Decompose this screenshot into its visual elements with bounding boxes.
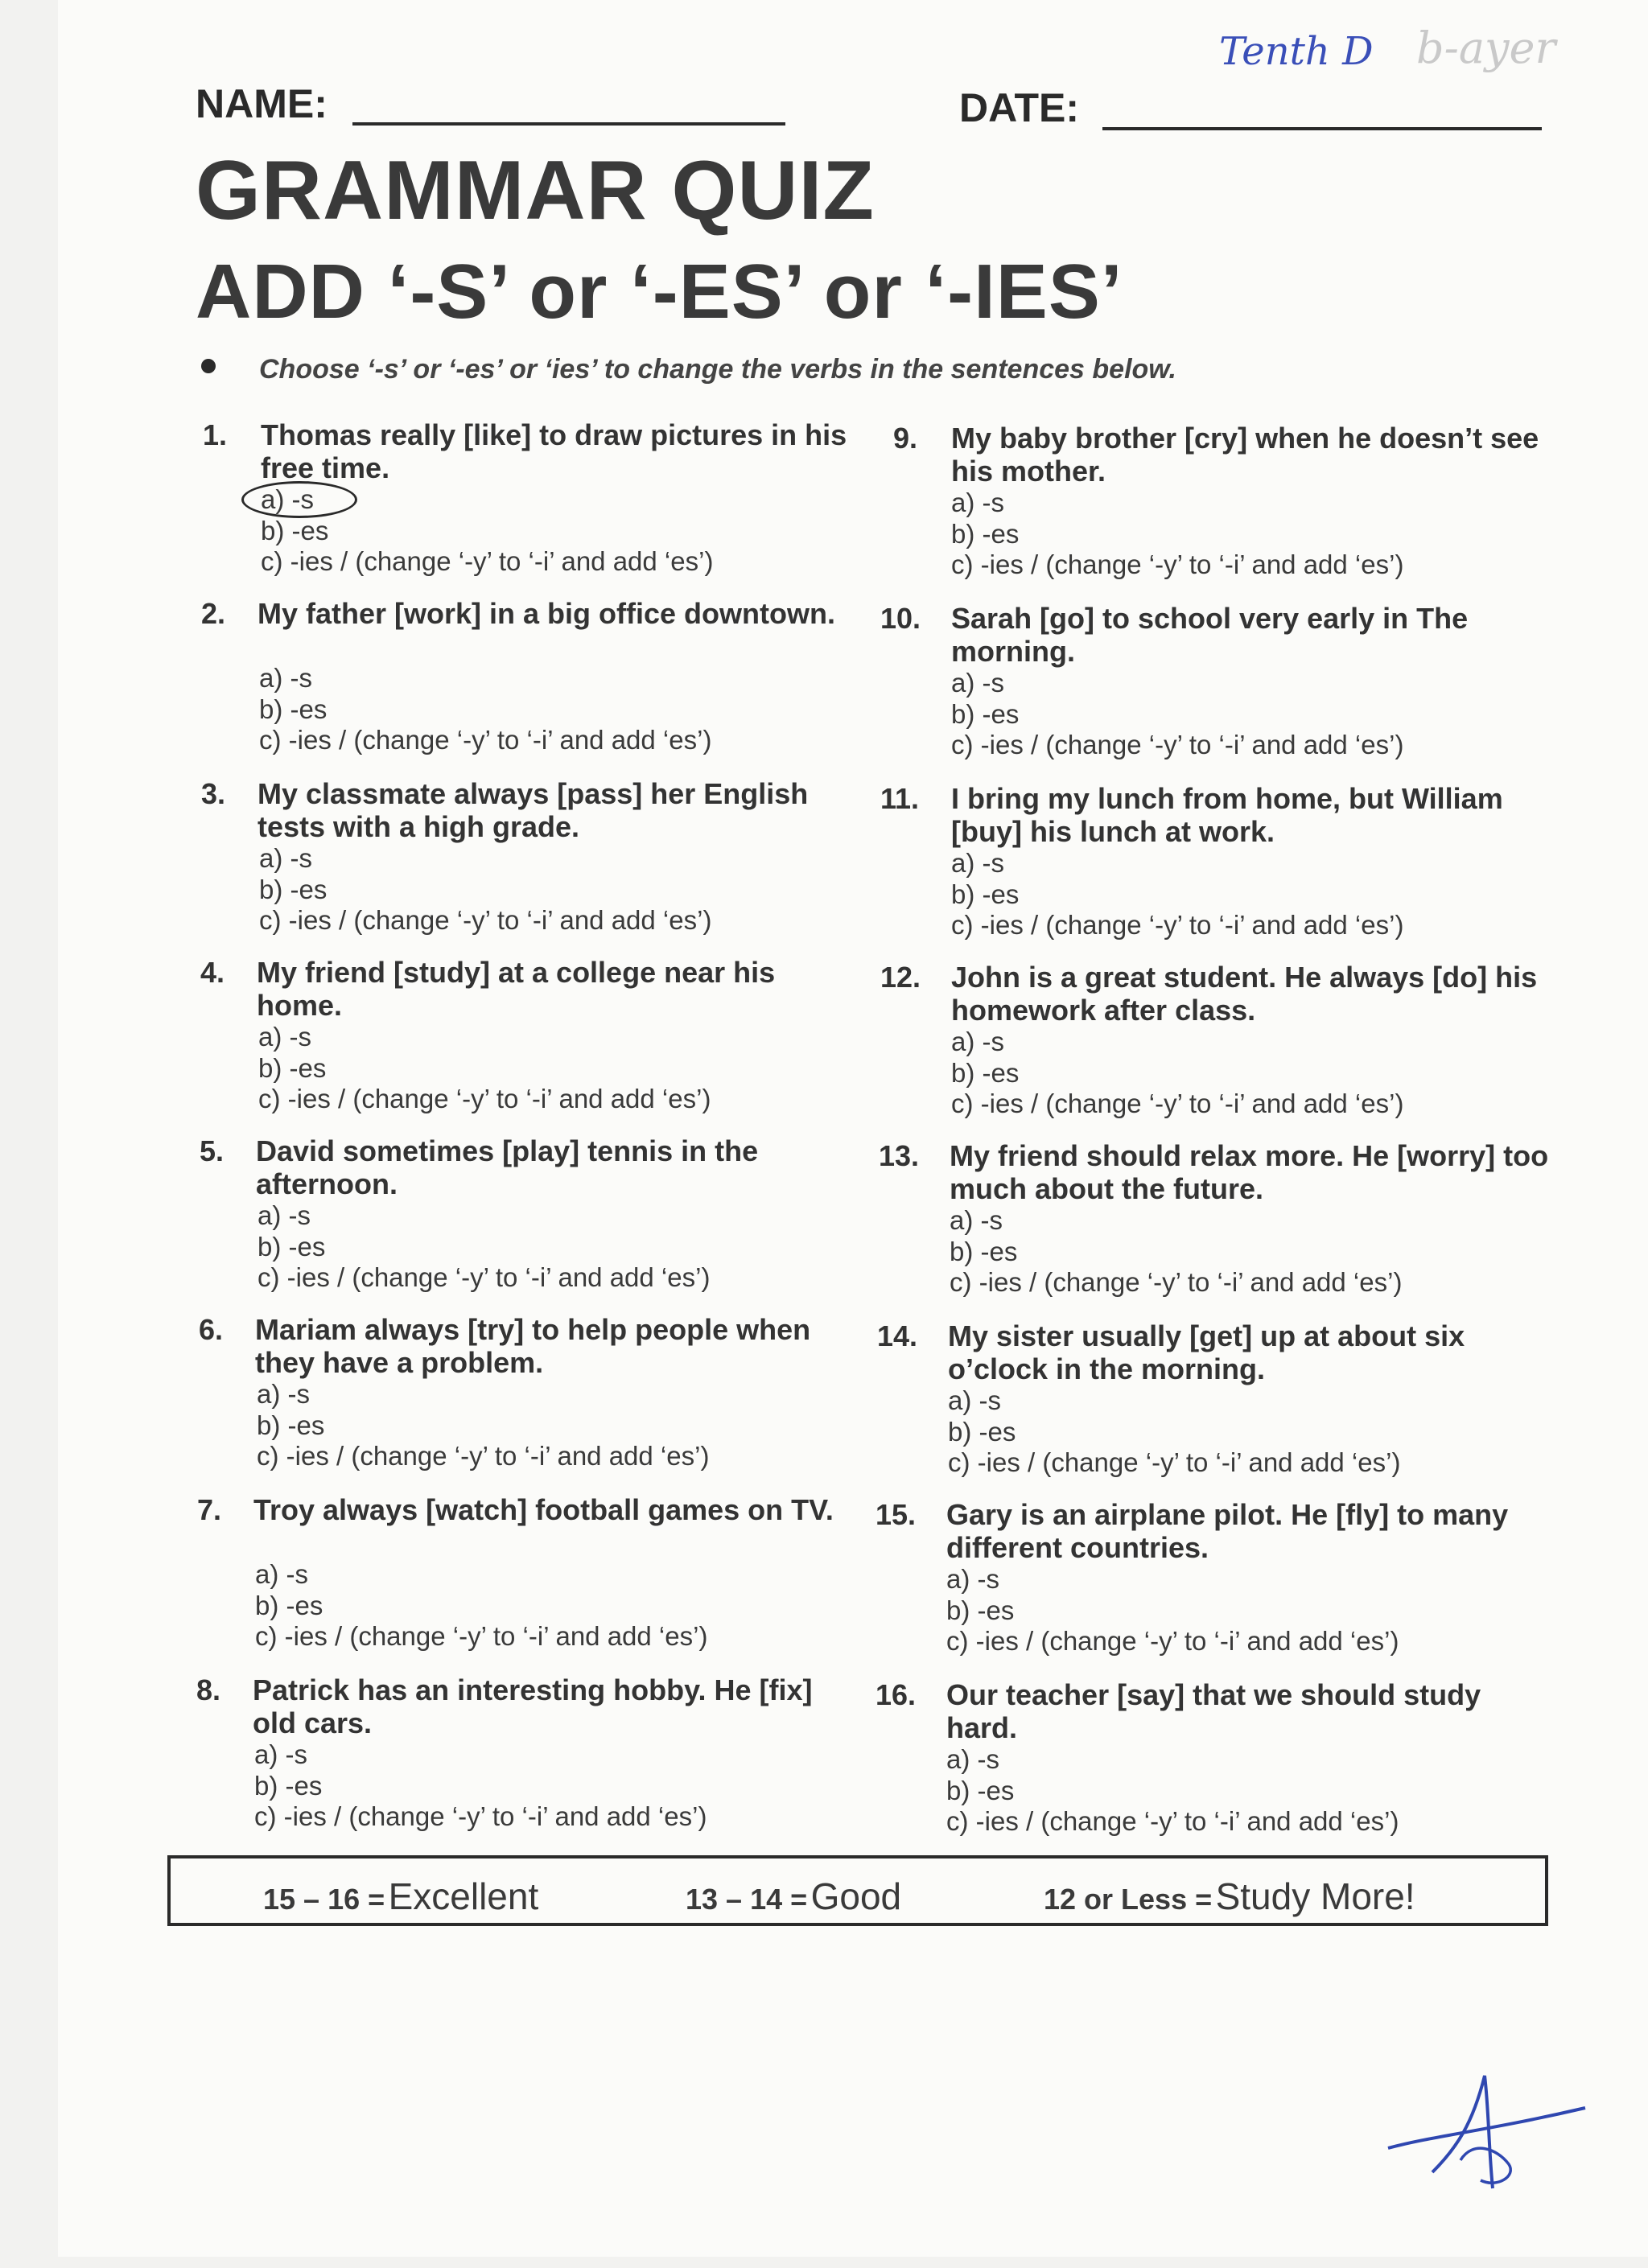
option-c[interactable]	[258, 1084, 870, 1115]
question-text: Our teacher [say] that we should study hard.	[946, 1678, 1481, 1744]
question-text: Sarah [go] to school very early in The morning.	[951, 602, 1469, 668]
option-c[interactable]	[951, 730, 1563, 761]
answer-options	[258, 1200, 869, 1294]
option-a[interactable]	[258, 1022, 870, 1053]
option-a[interactable]	[948, 1385, 1559, 1417]
handwritten-signature	[1368, 2060, 1593, 2196]
option-label: a) -s	[254, 1739, 307, 1769]
faint-handwritten-note: b-ayer	[1416, 23, 1556, 73]
score-range: 13 – 14 =	[686, 1883, 808, 1916]
question-number: 12.	[880, 961, 921, 994]
option-label: a) -s	[950, 1205, 1003, 1235]
answer-options	[946, 1564, 1558, 1657]
option-a[interactable]	[950, 1205, 1561, 1237]
option-c[interactable]	[255, 1621, 867, 1653]
option-label: c) -ies / (change ‘-y’ to ‘-i’ and add ‘es’)	[951, 1089, 1404, 1118]
option-label: b) -es	[257, 1410, 325, 1440]
option-label: b) -es	[951, 1057, 1020, 1088]
option-b[interactable]	[258, 1053, 870, 1085]
option-label: c) -ies / (change ‘-y’ to ‘-i’ and add ‘es’)	[259, 905, 712, 935]
option-a[interactable]	[257, 1379, 868, 1410]
option-label: b) -es	[951, 879, 1020, 909]
option-label: a) -s	[951, 848, 1004, 878]
option-label: b) -es	[255, 1590, 323, 1620]
option-b[interactable]	[254, 1771, 866, 1802]
option-c[interactable]	[946, 1626, 1558, 1657]
answer-options	[950, 1205, 1561, 1299]
question-text: My father [work] in a big office downtown.	[258, 597, 835, 630]
option-label: c) -ies / (change ‘-y’ to ‘-i’ and add ‘es’)	[258, 1262, 711, 1292]
option-label: a) -s	[951, 1027, 1004, 1056]
question-number: 11.	[880, 782, 920, 815]
circled-answer-mark	[241, 481, 357, 518]
question-number: 10.	[880, 602, 921, 635]
option-label: a) -s	[951, 668, 1004, 698]
option-b[interactable]	[951, 699, 1563, 731]
question-text: My friend [study] at a college near his home.	[257, 956, 776, 1022]
answer-options	[951, 668, 1563, 761]
answer-options	[951, 488, 1563, 581]
question-number: 3.	[201, 777, 226, 810]
date-label: DATE:	[959, 85, 1080, 130]
question-text: Thomas really [like] to draw pictures in his free time.	[261, 418, 847, 484]
answer-options	[255, 1559, 867, 1653]
option-label: a) -s	[259, 843, 312, 873]
score-label: Excellent	[388, 1875, 539, 1917]
question-text: My sister usually [get] up at about six o’clock in the morning.	[948, 1319, 1465, 1385]
score-range: 12 or Less =	[1044, 1883, 1213, 1916]
option-b[interactable]	[948, 1417, 1559, 1448]
option-label: a) -s	[261, 484, 314, 514]
option-a[interactable]	[255, 1559, 867, 1591]
answer-options	[948, 1385, 1559, 1479]
option-label: b) -es	[261, 515, 329, 545]
bullet-icon	[201, 359, 216, 373]
option-label: c) -ies / (change ‘-y’ to ‘-i’ and add ‘es’)	[946, 1626, 1399, 1656]
option-label: c) -ies / (change ‘-y’ to ‘-i’ and add ‘es’)	[948, 1447, 1401, 1477]
option-a[interactable]	[951, 1027, 1563, 1058]
option-a[interactable]	[951, 488, 1563, 519]
question-text: Mariam always [try] to help people when they have a problem.	[255, 1313, 811, 1379]
option-label: a) -s	[258, 1022, 311, 1052]
option-label: c) -ies / (change ‘-y’ to ‘-i’ and add ‘es’)	[951, 730, 1404, 759]
question-number: 4.	[200, 956, 225, 989]
question-number: 9.	[893, 422, 918, 455]
option-label: a) -s	[259, 663, 312, 693]
option-b[interactable]	[951, 879, 1563, 911]
score-label: Study More!	[1215, 1875, 1415, 1917]
option-label: c) -ies / (change ‘-y’ to ‘-i’ and add ‘es’)	[259, 725, 712, 755]
question-number: 6.	[199, 1313, 224, 1346]
name-field-line[interactable]	[352, 122, 785, 126]
answer-options	[951, 1027, 1563, 1120]
question-number: 15.	[876, 1498, 917, 1531]
question-number: 16.	[876, 1678, 917, 1711]
option-label: a) -s	[257, 1379, 310, 1409]
score-range: 15 – 16 =	[263, 1883, 385, 1916]
option-label: b) -es	[946, 1775, 1015, 1805]
option-label: a) -s	[258, 1200, 311, 1230]
answer-options	[258, 1022, 870, 1115]
option-label: c) -ies / (change ‘-y’ to ‘-i’ and add ‘es’)	[950, 1267, 1403, 1297]
option-c[interactable]	[257, 1441, 868, 1472]
option-c[interactable]	[946, 1806, 1558, 1838]
date-field-line[interactable]	[1102, 127, 1542, 130]
question-text: I bring my lunch from home, but William [buy] his lunch at work.	[951, 782, 1503, 848]
option-a[interactable]	[946, 1564, 1558, 1595]
option-c[interactable]	[951, 550, 1563, 581]
option-label: b) -es	[259, 694, 328, 724]
question-text: John is a great student. He always [do] his homework after class.	[951, 961, 1538, 1027]
option-label: a) -s	[255, 1559, 308, 1589]
option-b[interactable]	[258, 1232, 869, 1263]
option-label: b) -es	[258, 1231, 326, 1262]
option-label: b) -es	[254, 1770, 323, 1801]
option-label: c) -ies / (change ‘-y’ to ‘-i’ and add ‘es’)	[254, 1801, 707, 1831]
option-b[interactable]	[259, 875, 871, 906]
handwritten-class-note: Tenth D	[1219, 29, 1374, 74]
name-label: NAME:	[196, 81, 328, 126]
option-c[interactable]	[948, 1447, 1559, 1479]
option-a[interactable]	[254, 1739, 866, 1771]
option-b[interactable]	[261, 516, 872, 547]
question-number: 14.	[877, 1319, 918, 1352]
option-c[interactable]	[254, 1801, 866, 1833]
score-study-more	[1044, 1875, 1415, 1918]
option-label: b) -es	[951, 518, 1020, 549]
option-label: c) -ies / (change ‘-y’ to ‘-i’ and add ‘es’)	[946, 1806, 1399, 1836]
quiz-title: GRAMMAR QUIZ	[196, 144, 875, 237]
option-c[interactable]	[258, 1262, 869, 1294]
option-c[interactable]	[261, 546, 872, 578]
score-label: Good	[810, 1875, 902, 1917]
option-c[interactable]	[951, 1089, 1563, 1120]
option-label: c) -ies / (change ‘-y’ to ‘-i’ and add ‘es’)	[258, 1084, 711, 1113]
option-label: c) -ies / (change ‘-y’ to ‘-i’ and add ‘es’)	[261, 546, 714, 576]
answer-options	[257, 1379, 868, 1472]
answer-options	[261, 484, 872, 578]
option-c[interactable]	[950, 1267, 1561, 1299]
option-c[interactable]	[259, 725, 871, 756]
option-label: c) -ies / (change ‘-y’ to ‘-i’ and add ‘es’)	[255, 1621, 708, 1651]
option-label: c) -ies / (change ‘-y’ to ‘-i’ and add ‘es’)	[257, 1441, 710, 1471]
score-excellent	[263, 1875, 538, 1918]
question-text: Patrick has an interesting hobby. He [fix] old cars.	[253, 1673, 813, 1739]
option-label: c) -ies / (change ‘-y’ to ‘-i’ and add ‘es’)	[951, 910, 1404, 940]
question-number: 5.	[200, 1134, 225, 1167]
option-b[interactable]	[257, 1410, 868, 1442]
option-label: b) -es	[259, 874, 328, 904]
option-label: a) -s	[946, 1564, 999, 1594]
answer-options	[259, 843, 871, 936]
option-label: a) -s	[948, 1385, 1001, 1415]
option-b[interactable]	[255, 1591, 867, 1622]
question-text: My friend should relax more. He [worry] too much about the future.	[950, 1139, 1549, 1205]
instructions: Choose ‘-s’ or ‘-es’ or ‘ies’ to change the verbs in the sentences below.	[259, 354, 1176, 385]
option-b[interactable]	[951, 519, 1563, 550]
question-number: 2.	[201, 597, 226, 630]
option-label: b) -es	[951, 698, 1020, 729]
option-b[interactable]	[950, 1237, 1561, 1268]
question-text: My classmate always [pass] her English tests with a high grade.	[258, 777, 809, 843]
option-a[interactable]	[259, 843, 871, 875]
question-number: 8.	[196, 1673, 221, 1706]
option-a[interactable]	[261, 484, 872, 516]
option-c[interactable]	[259, 905, 871, 936]
option-a[interactable]	[259, 663, 871, 694]
option-b[interactable]	[951, 1058, 1563, 1089]
option-b[interactable]	[946, 1595, 1558, 1627]
question-number: 13.	[879, 1139, 920, 1172]
question-number: 7.	[197, 1493, 222, 1526]
question-text: Gary is an airplane pilot. He [fly] to many different countries.	[946, 1498, 1509, 1564]
option-a[interactable]	[951, 848, 1563, 879]
option-label: b) -es	[950, 1236, 1018, 1266]
question-text: Troy always [watch] football games on TV.	[253, 1493, 834, 1526]
answer-options	[946, 1744, 1558, 1838]
option-a[interactable]	[946, 1744, 1558, 1776]
question-text: David sometimes [play] tennis in the afternoon.	[256, 1134, 759, 1200]
option-label: a) -s	[946, 1744, 999, 1774]
option-b[interactable]	[946, 1776, 1558, 1807]
answer-options	[259, 663, 871, 756]
option-b[interactable]	[259, 694, 871, 726]
option-label: b) -es	[948, 1416, 1016, 1447]
option-label: c) -ies / (change ‘-y’ to ‘-i’ and add ‘es’)	[951, 550, 1404, 579]
answer-options	[254, 1739, 866, 1833]
option-a[interactable]	[258, 1200, 869, 1232]
answer-options	[951, 848, 1563, 941]
option-label: b) -es	[946, 1595, 1015, 1625]
question-number: 1.	[203, 418, 228, 451]
question-text: My baby brother [cry] when he doesn’t see his mother.	[951, 422, 1539, 488]
option-label: a) -s	[951, 488, 1004, 517]
option-c[interactable]	[951, 910, 1563, 941]
score-good	[686, 1875, 901, 1918]
option-label: b) -es	[258, 1052, 327, 1083]
scoring-box	[167, 1855, 1548, 1926]
option-a[interactable]	[951, 668, 1563, 699]
quiz-subtitle: ADD ‘-S’ or ‘-ES’ or ‘-IES’	[196, 249, 1123, 335]
